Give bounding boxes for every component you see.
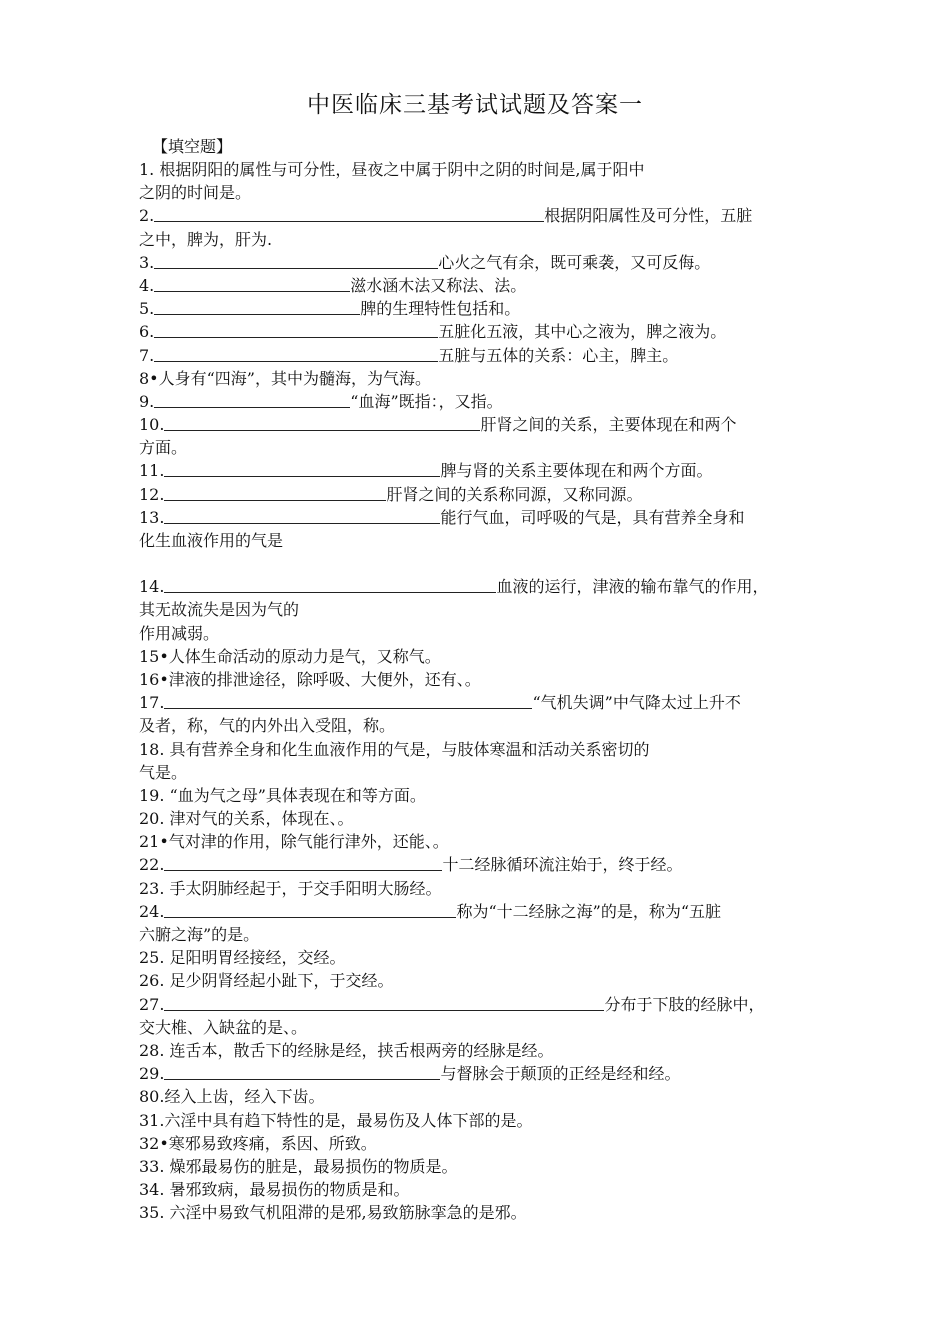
question-text: 14. (139, 577, 165, 597)
question-line (139, 645, 819, 668)
document-title: 中医临床三基考试试题及答案一 (307, 92, 643, 118)
question-text: 11. (139, 461, 165, 481)
question-text-continued: 脾的生理特性包括和。 (360, 299, 521, 319)
answer-blank (164, 994, 604, 1011)
question-text: 34. 暑邪致病，最易损伤的物质是和。 (139, 1180, 410, 1200)
section-heading: 【填空题】 (152, 137, 233, 156)
question-line (139, 691, 819, 714)
answer-blank (154, 205, 544, 222)
question-text: 1. 根据阴阳的属性与可分性，昼夜之中属于阴中之阴的时间是,属于阳中 (139, 160, 645, 179)
question-line (139, 1201, 819, 1224)
question-line (139, 969, 819, 992)
question-text: 之阴的时间是。 (139, 183, 252, 203)
question-line (139, 622, 819, 645)
question-text: 28. 连舌本，散舌下的经脉是经，挟舌根两旁的经脉是经。 (139, 1040, 554, 1060)
question-text: 31.六淫中具有趋下特性的是，最易伤及人体下部的是。 (139, 1110, 533, 1130)
question-text: 23. 手太阴肺经起于，于交手阳明大肠经。 (139, 878, 442, 898)
question-text-continued: 称为“十二经脉之海”的是，称为“五脏 (456, 901, 721, 921)
question-text: 5. (139, 299, 155, 319)
question-text-continued: 五脏与五体的关系：心主，脾主。 (438, 345, 679, 365)
question-text: 7. (139, 345, 155, 365)
question-text: 22. (139, 855, 165, 875)
question-text: 六腑之海”的是。 (139, 925, 260, 944)
question-line (139, 946, 819, 969)
question-text: 27. (139, 994, 165, 1014)
question-line (139, 598, 819, 621)
question-text: 33. 燥邪最易伤的脏是，最易损伤的物质是。 (139, 1156, 458, 1176)
question-text: 18. 具有营养全身和化生血液作用的气是，与肢体寒温和活动关系密切的 (139, 739, 650, 759)
question-text-continued: 脾与肾的关系主要体现在和两个方面。 (440, 461, 713, 481)
question-line (139, 830, 819, 853)
question-line (139, 297, 819, 320)
question-text: 20. 津对气的关系，体现在、。 (139, 809, 354, 829)
blank-spacer (139, 552, 819, 575)
answer-blank (154, 252, 438, 269)
question-text-continued: 能行气血，司呼吸的气是，具有营养全身和 (440, 507, 745, 527)
question-line (139, 251, 819, 274)
question-line (139, 529, 819, 552)
question-line (139, 483, 819, 506)
question-text: 80.经入上齿，经入下齿。 (139, 1087, 325, 1107)
question-text-continued: 肝肾之间的关系，主要体现在和两个 (480, 415, 737, 435)
question-text: 8•人身有“四海”，其中为髓海，为气海。 (139, 368, 431, 388)
question-text-continued: 分布于下肢的经脉中， (604, 994, 765, 1014)
question-text: 15•人体生命活动的原动力是气，又称气。 (139, 646, 441, 666)
question-line (139, 1109, 819, 1132)
question-text: 其无故流失是因为气的 (139, 600, 300, 620)
question-text: 6. (139, 322, 155, 342)
answer-blank (164, 507, 440, 524)
question-line (139, 877, 819, 900)
question-line (139, 923, 819, 946)
question-text-continued: 心火之气有余，既可乘袭，又可反侮。 (438, 252, 711, 272)
question-text: 9. (139, 391, 155, 411)
question-line (139, 158, 819, 181)
question-text-continued: 肝肾之间的关系称同源，又称同源。 (386, 484, 643, 504)
answer-blank (164, 484, 386, 501)
question-text: 25. 足阳明胃经接经，交经。 (139, 948, 346, 968)
answer-blank (164, 414, 480, 431)
question-text-continued: 血液的运行，津液的输布靠气的作用， (496, 577, 769, 597)
question-line (139, 714, 819, 737)
question-text: 方面。 (139, 438, 188, 458)
question-text: 及者，称，气的内外出入受阻，称。 (139, 716, 396, 736)
answer-blank (154, 275, 350, 292)
question-line (139, 228, 819, 251)
question-line (139, 1062, 819, 1085)
question-text: 12. (139, 484, 165, 504)
question-text-continued: 五脏化五液，其中心之液为，脾之液为。 (438, 322, 727, 342)
answer-blank (164, 854, 442, 871)
question-line (139, 367, 819, 390)
question-text: 13. (139, 507, 165, 527)
question-text: 35. 六淫中易致气机阻滞的是邪,易致筋脉挛急的是邪。 (139, 1203, 527, 1223)
question-line (139, 459, 819, 482)
question-text: 气是。 (139, 762, 188, 782)
answer-blank (154, 321, 438, 338)
question-text-continued: “气机失调”中气降太过上升不 (532, 693, 741, 713)
question-text-continued: 滋水涵木法又称法、法。 (350, 275, 527, 295)
question-line (139, 413, 819, 436)
question-text: 10. (139, 415, 165, 435)
question-text: 21•气对津的作用，除气能行津外，还能、。 (139, 832, 449, 852)
question-line (139, 1132, 819, 1155)
question-text: 2. (139, 206, 155, 226)
question-line (139, 993, 819, 1016)
answer-blank (154, 345, 438, 362)
question-line (139, 181, 819, 204)
question-text: 32•寒邪易致疼痛，系因、所致。 (139, 1133, 377, 1153)
question-line (139, 668, 819, 691)
answer-blank (164, 1063, 440, 1080)
question-line (139, 1155, 819, 1178)
question-text-continued: 十二经脉循环流注始于，终于经。 (442, 855, 683, 875)
question-line (139, 738, 819, 761)
question-line (139, 436, 819, 459)
question-text: 26. 足少阴肾经起小趾下，于交经。 (139, 971, 394, 991)
question-line (139, 390, 819, 413)
question-line (139, 761, 819, 784)
question-line (139, 1178, 819, 1201)
question-text: 17. (139, 693, 165, 713)
question-line (139, 900, 819, 923)
answer-blank (164, 901, 456, 918)
question-text: 化生血液作用的气是 (139, 531, 284, 550)
question-text: 29. (139, 1064, 165, 1084)
answer-blank (164, 460, 440, 477)
answer-blank (154, 298, 360, 315)
question-text: 16•津液的排泄途径，除呼吸、大便外，还有、。 (139, 669, 481, 689)
question-line (139, 344, 819, 367)
question-text: 之中，脾为，肝为. (139, 229, 273, 249)
question-line (139, 1039, 819, 1062)
question-text: 交大椎、入缺盆的是、。 (139, 1017, 308, 1037)
question-line (139, 1085, 819, 1108)
question-text: 3. (139, 252, 155, 272)
question-text: 19. “血为气之母”具体表现在和等方面。 (139, 785, 426, 805)
answer-blank (164, 692, 532, 709)
question-line (139, 807, 819, 830)
answer-blank (164, 576, 496, 593)
question-line (139, 575, 819, 598)
question-text-continued: 与督脉会于颠顶的正经是经和经。 (440, 1064, 681, 1084)
question-line (139, 204, 819, 227)
question-line (139, 506, 819, 529)
answer-blank (154, 391, 350, 408)
question-line (139, 1016, 819, 1039)
question-text: 作用减弱。 (139, 623, 220, 643)
question-line (139, 320, 819, 343)
question-text: 4. (139, 275, 155, 295)
question-line (139, 784, 819, 807)
question-text: 24. (139, 901, 165, 921)
question-text-continued: “血海”既指：，又指。 (350, 391, 503, 411)
question-list (139, 158, 819, 1224)
question-line (139, 274, 819, 297)
question-text-continued: 根据阴阳属性及可分性，五脏 (544, 206, 753, 226)
question-line (139, 853, 819, 876)
